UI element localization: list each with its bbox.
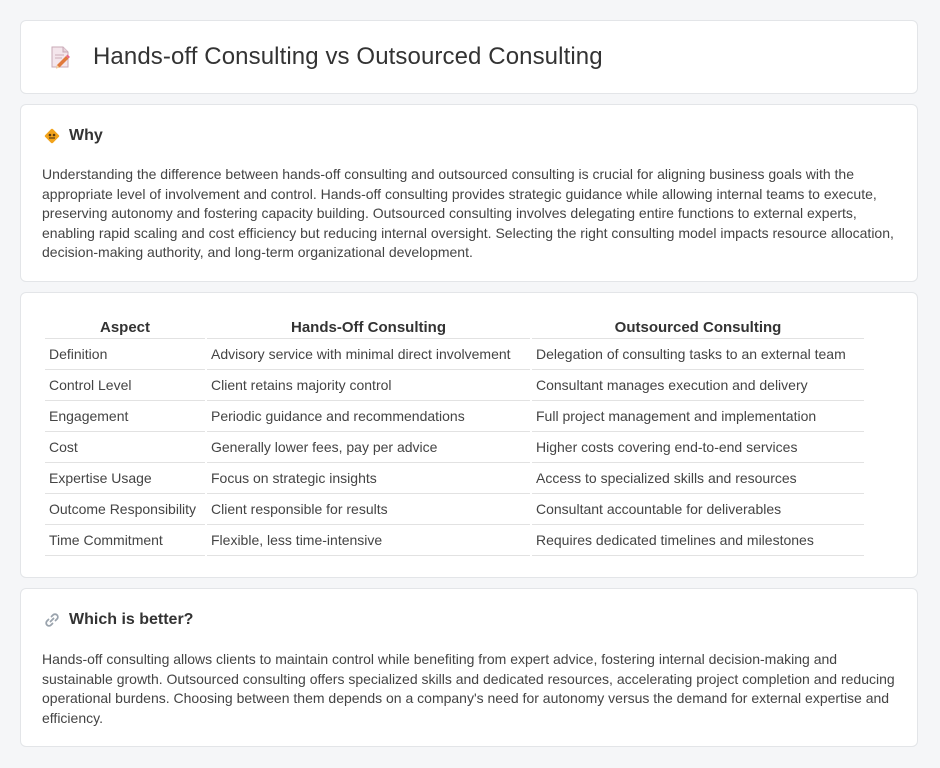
why-text: Understanding the difference between hands-off consulting and outsourced consulting is crucial for aligning business goals with the appropriate level of involvement and control. Hands-off consulting provides strategic guidance while allowing internal teams to execute, preserving autonomy and fostering capacity building. Outsourced consulting involves delegating entire functions to external experts, enabling rapid scaling and cost efficiency but reducing internal oversight. Selecting the right consulting model impacts resource allocation, decision-making authority, and long-term organizational development. — [42, 166, 894, 260]
cell-outsourced: Consultant manages execution and delivery — [532, 370, 864, 401]
cell-outsourced: Higher costs covering end-to-end services — [532, 432, 864, 463]
cell-outsourced: Delegation of consulting tasks to an external team — [532, 339, 864, 370]
cell-hands-off: Periodic guidance and recommendations — [207, 401, 530, 432]
cell-hands-off: Advisory service with minimal direct involvement — [207, 339, 530, 370]
cell-aspect: Cost — [45, 432, 205, 463]
cell-outsourced: Access to specialized skills and resources — [532, 463, 864, 494]
cell-hands-off: Focus on strategic insights — [207, 463, 530, 494]
link-icon — [43, 611, 61, 629]
why-heading-row — [43, 127, 103, 145]
page-title: Hands-off Consulting vs Outsourced Consulting — [93, 43, 603, 70]
cell-aspect: Definition — [45, 339, 205, 370]
better-text: Hands-off consulting allows clients to maintain control while benefiting from expert advice, fostering internal decision-making and sustainable growth. Outsourced consulting offers specialized skills and dedicated resources, accelerating project completion and reducing operational burdens. Choosing between them depends on a company's need for autonomy versus the demand for external expertise and efficiency. — [42, 651, 895, 726]
table-row — [45, 401, 864, 432]
header-card — [20, 20, 918, 94]
why-heading: Why — [69, 127, 103, 144]
diamond-sign-icon — [43, 127, 61, 145]
cell-hands-off: Client retains majority control — [207, 370, 530, 401]
comparison-card — [20, 292, 918, 578]
table-row — [45, 432, 864, 463]
better-heading-row — [43, 611, 193, 629]
cell-aspect: Engagement — [45, 401, 205, 432]
table-row — [45, 370, 864, 401]
cell-aspect: Control Level — [45, 370, 205, 401]
why-card — [20, 104, 918, 282]
which-is-better-card — [20, 588, 918, 747]
table-row — [45, 494, 864, 525]
better-heading: Which is better? — [69, 611, 194, 628]
table-row — [45, 339, 864, 370]
cell-outsourced: Consultant accountable for deliverables — [532, 494, 864, 525]
comparison-table — [43, 314, 866, 556]
table-row — [45, 463, 864, 494]
document-pencil-icon — [47, 44, 73, 70]
table-row — [45, 525, 864, 556]
title-row — [47, 43, 603, 71]
column-header-aspect: Aspect — [45, 314, 205, 339]
cell-aspect: Time Commitment — [45, 525, 205, 556]
column-header-outsourced: Outsourced Consulting — [532, 314, 864, 339]
cell-aspect: Expertise Usage — [45, 463, 205, 494]
cell-hands-off: Flexible, less time-intensive — [207, 525, 530, 556]
cell-hands-off: Generally lower fees, pay per advice — [207, 432, 530, 463]
cell-outsourced: Full project management and implementation — [532, 401, 864, 432]
cell-hands-off: Client responsible for results — [207, 494, 530, 525]
cell-aspect: Outcome Responsibility — [45, 494, 205, 525]
column-header-hands-off: Hands-Off Consulting — [207, 314, 530, 339]
cell-outsourced: Requires dedicated timelines and milestones — [532, 525, 864, 556]
table-header-row — [45, 314, 864, 339]
